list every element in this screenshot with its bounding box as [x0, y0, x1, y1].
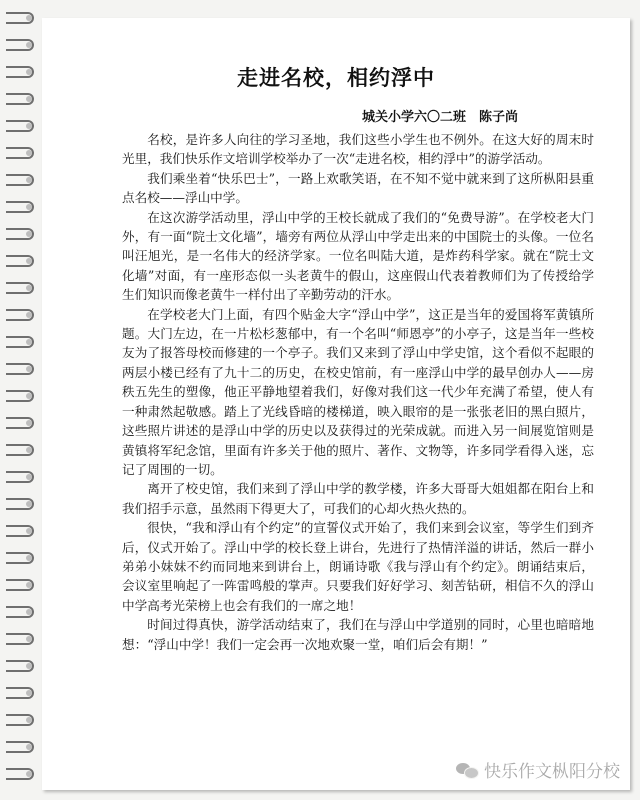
binding-hole — [26, 528, 32, 534]
article-body — [122, 130, 594, 654]
binding-hole — [26, 744, 32, 750]
binding-hole — [26, 393, 32, 399]
binding-hole — [26, 96, 32, 102]
binding-hole — [26, 42, 32, 48]
binding-hole — [26, 501, 32, 507]
watermark — [456, 757, 620, 782]
binding-hole — [26, 150, 32, 156]
paragraph: 我们乘坐着“快乐巴士”，一路上欢歌笑语，在不知不觉中就来到了这所枞阳县重点名校——浮山中学。 — [122, 170, 594, 206]
binding-hole — [26, 771, 32, 777]
binding-hole — [26, 555, 32, 561]
watermark-text: 快乐作文枞阳分校 — [484, 762, 620, 782]
binding-hole — [26, 717, 32, 723]
binding-hole — [26, 366, 32, 372]
document-page — [42, 18, 630, 790]
binding-hole — [26, 69, 32, 75]
binding-hole — [26, 177, 32, 183]
paragraph: 很快，“我和浮山有个约定”的宣誓仪式开始了，我们来到会议室，等学生们到齐后，仪式开始了。浮山中学的校长登上讲台，先进行了热情洋溢的讲话，然后一群小弟弟小妹妹不约而同地来到讲台上，朗诵诗歌《我与浮山有个约定》。朗诵结束后，会议室里响起了一阵雷鸣般的掌声。只要我们好好学习、刻苦钻研，相信不久的浮山中学高考光荣榜上也会有我们的一席之地！ — [122, 520, 594, 613]
binding-hole — [26, 690, 32, 696]
paragraph: 在学校老大门上面，有四个贴金大字“浮山中学”，这正是当年的爱国将军黄镇所题。大门左边，在一片松杉葱郁中，有一个名叫“师恩亭”的小亭子，这是当年一些校友为了报答母校而修建的一个亭子。我们又来到了浮山中学史馆，这个看似不起眼的两层小楼已经有了九十二的历史，在校史馆前，有一座浮山中学的最早创办人——房秩五先生的塑像，他正平静地望着我们，好像对我们这一代少年充满了希望，使人有一种肃然起敬感。踏上了光线昏暗的楼梯道，映入眼帘的是一张张老旧的黑白照片，这些照片讲述的是浮山中学的历史以及获得过的光荣成就。而进入另一间展览馆则是黄镇将军纪念馆，里面有许多关于他的照片、著作、文物等，许多同学看得入迷，忘记了周围的一切。 — [122, 306, 594, 477]
binding-hole — [26, 474, 32, 480]
binding-hole — [26, 312, 32, 318]
binding-hole — [26, 123, 32, 129]
binding-hole — [26, 258, 32, 264]
binding-hole — [26, 582, 32, 588]
document-title: 走进名校，相约浮中 — [237, 65, 435, 90]
binding-hole — [26, 204, 32, 210]
wechat-icon — [456, 761, 478, 779]
binding-hole — [26, 285, 32, 291]
binding-hole — [26, 609, 32, 615]
paragraph: 时间过得真快，游学活动结束了，我们在与浮山中学道别的同时，心里也暗暗地想：“浮山中学！我们一定会再一次地欢聚一堂，咱们后会有期！” — [122, 617, 594, 652]
binding-hole — [26, 636, 32, 642]
binding-hole — [26, 420, 32, 426]
paragraph: 名校，是许多人向往的学习圣地，我们这些小学生也不例外。在这大好的周末时光里，我们快乐作文培训学校举办了一次“走进名校，相约浮中”的游学活动。 — [122, 132, 594, 167]
author-byline: 城关小学六〇二班 陈子尚 — [361, 110, 518, 125]
binding-hole — [26, 663, 32, 669]
binding-hole — [26, 447, 32, 453]
binding-hole — [26, 339, 32, 345]
binding-hole — [26, 231, 32, 237]
paragraph: 离开了校史馆，我们来到了浮山中学的教学楼，许多大哥哥大姐姐都在阳台上和我们招手示意，虽然雨下得更大了，可我们的心却火热火热的。 — [122, 481, 594, 516]
binding-hole — [26, 15, 32, 21]
paragraph: 在这次游学活动里，浮山中学的王校长就成了我们的“免费导游”。在学校老大门外，有一面“院士文化墙”，墙旁有两位从浮山中学走出来的中国院士的头像。一位名叫汪旭光，是一名伟大的经济学家。一位名叫陆大道，是炸药科学家。就在“院士文化墙”对面，有一座形态似一头老黄牛的假山，这座假山代表着教师们为了传授给学生们知识而像老黄牛一样付出了辛勤劳动的汗水。 — [122, 209, 594, 303]
spiral-binding — [0, 0, 44, 800]
